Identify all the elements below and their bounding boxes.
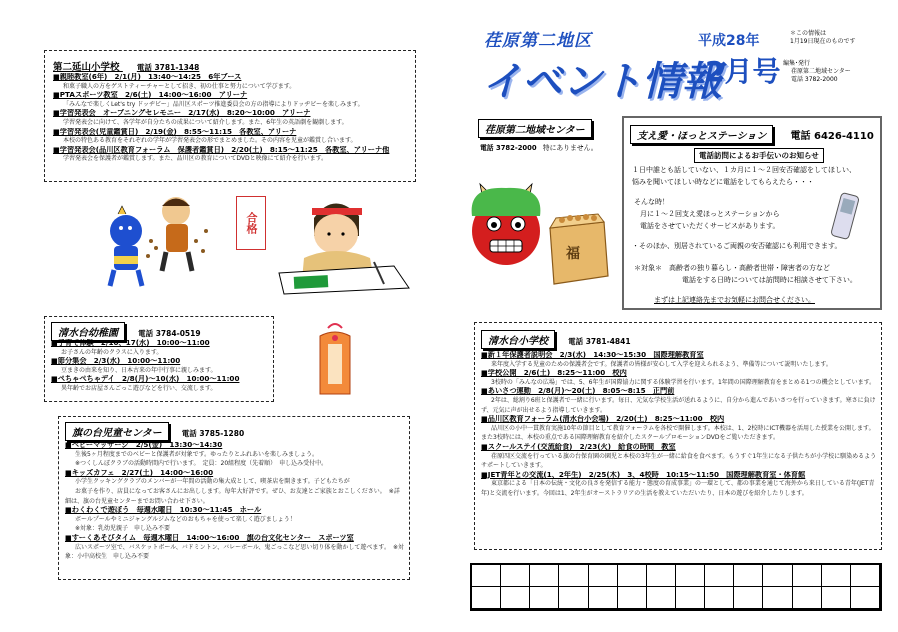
grid-cell xyxy=(851,565,880,587)
center-name: 荏原第二地域センター xyxy=(478,119,592,138)
nursery-header xyxy=(51,321,201,341)
event-description: お子さんの年齢のクラスに入ります。 xyxy=(61,348,163,356)
school1-entries xyxy=(53,73,408,164)
grid-cell xyxy=(647,565,676,587)
event-title: ■新１年保護者説明会 2/3(水) 14:30～15:30 国際理解教育室 xyxy=(481,351,704,359)
children-center-box xyxy=(58,416,410,580)
goukaku-sign: 合格 xyxy=(236,196,266,250)
title-area-label: 荏原第二地区 xyxy=(484,31,592,51)
grid-cell xyxy=(559,587,588,609)
event-description: 学習発表会に向けて、各学年が自分たちの成果について紹介します。また、6年生の英語劇を観劇します。 xyxy=(63,118,348,126)
event-title: ■子育て体験 2/10、17(水) 10:00～11:00 xyxy=(51,339,210,347)
station-line2: 悩みを聞いてほしい時などに電話をしてもらえたら・・・ xyxy=(632,178,814,186)
school2-name: 清水台小学校 xyxy=(481,330,555,349)
station-line8: 電話をする日時については訪問時に相談させて下さい。 xyxy=(682,276,857,284)
grid-cell xyxy=(734,587,763,609)
event-title: ■あいさつ運動 2/8(月)～20(土) 8:05～8:15 正門前 xyxy=(481,387,675,396)
event-description: 本校の特色ある教育をそれぞれの学年が学習発表会の形でまとめました。その内容を児童が鑑賞し合います。 xyxy=(63,137,357,145)
event-description: 豆まきの由来を知り、日本古来の年中行事に親しみます。 xyxy=(61,366,217,374)
grid-cell xyxy=(851,587,880,609)
event-title: ■親睦教室(6年) 2/1(月) 13:40～14:25 6年ブース xyxy=(53,73,242,81)
school1-tel: 電話 3781-1348 xyxy=(136,63,200,72)
grid-cell xyxy=(647,587,676,609)
grid-cell xyxy=(793,565,822,587)
station-line6: ・そのほか、別居されているご両親の安否確認にも利用できます。 xyxy=(632,242,842,250)
nursery-entries xyxy=(51,339,271,394)
mobile-phone-icon xyxy=(828,188,862,244)
event-title: ■ぺちゃぺちゃデイ 2/8(月)～10(水) 10:00～11:00 xyxy=(51,375,240,384)
school1-name: 第二延山小学校 xyxy=(53,62,120,73)
event-description: 2年は、総割り6班と保護者で一緒に行います。毎日、元気な学校生活が送れるように、自分から進んであいさつを行っていきます。寒さに負けず、元気に声が出せるよう指導していきます。 xyxy=(481,396,876,414)
grid-cell xyxy=(530,587,559,609)
student-studying-illustration xyxy=(274,188,414,298)
grid-cell xyxy=(559,565,588,587)
event-description: 3校時の「みんなの広場」では、5、6年生が国際協力に関する体験学習を行います。1年間の国際理解教育をまとめる1つの機会としています。 xyxy=(491,378,876,386)
event-title: ■PTAスポーツ教室 2/6(土) 14:00～16:00 アリーナ xyxy=(53,91,248,100)
center-tel: 電話 3782-2000 xyxy=(480,144,537,152)
event-description: ※対象：乳幼児親子 申し込み不要 xyxy=(75,525,171,533)
title-year: 平成28年 xyxy=(698,33,760,49)
nursery-box xyxy=(44,316,274,402)
station-line3: そんな時！ xyxy=(634,198,669,206)
station-line5: 電話をさせていただくサービスがあります。 xyxy=(640,222,780,230)
event-title: ■キッズカフェ 2/27(土) 14:00～16:00 xyxy=(65,468,214,477)
grid-cell xyxy=(705,587,734,609)
nursery-name: 清水台幼稚園 xyxy=(51,322,125,341)
grid-cell xyxy=(472,565,501,587)
grid-cell xyxy=(763,565,792,587)
children-tel: 電話 3785-1280 xyxy=(181,429,245,438)
event-description: 学習発表会を保護者が鑑賞します。また、品川区の教育についてDVDと映像にて紹介を行います。 xyxy=(63,155,328,163)
nursery-tel: 電話 3784-0519 xyxy=(138,329,201,338)
children-name: 旗の台児童センター xyxy=(65,422,169,441)
event-title: ■学習発表会(児童鑑賞日) 2/19(金) 8:55～11:15 各教室、アリーナ xyxy=(53,127,297,136)
grid-cell xyxy=(705,565,734,587)
school2-tel: 電話 3781-4841 xyxy=(568,337,631,346)
event-title: ■スクールステイ(交流給食) 2/23(火) 給食の時間 教室 xyxy=(481,442,676,451)
center-box xyxy=(474,116,616,166)
school2-box xyxy=(474,322,882,550)
grid-cell xyxy=(676,565,705,587)
event-description: 和菓子職人の方をゲストティーチャーとして招き、初の仕事と努力について学びます。 xyxy=(63,82,296,90)
title-publisher: 編集･発行 荏原第二地域センター 電話 3782-2000 xyxy=(783,60,851,83)
grid-cell xyxy=(734,565,763,587)
station-line4: 月に１～２回支え愛ほっとステーションから xyxy=(640,210,780,218)
event-title: ■ベビーマッサージ 2/5(金) 13:30～14:30 xyxy=(65,441,223,449)
center-info xyxy=(480,142,598,152)
grid-cell xyxy=(763,587,792,609)
grid-cell xyxy=(501,587,530,609)
event-description: 品川区の小中一貫教育実施10年の節目として教育フォーラムを各校で開催します。本校は、1、2校時にICT機器を活用した授業を公開します。また3校時には、本校の重点である国際理解教育を紹介したスクールプロモーションDVDをご覧いただきます。 xyxy=(481,424,875,442)
station-line1: １日中誰とも話していない、１カ月に１～２回安否確認をしてほしい、 xyxy=(632,166,856,174)
event-description: 来年度入学する児童のための保護者会です。保護者の皆様が安心して入学を迎えられるよう、準備等について説明いたします。 xyxy=(491,360,832,368)
grid-cell xyxy=(472,587,501,609)
station-line9: まずは上記連絡先までお気軽にお問合せください。 xyxy=(654,296,815,304)
event-title: ■JET青年との交流(1、2年生) 2/25(木) 3、4校時 10:15～11:50 国際理解教育室・体育館 xyxy=(481,470,806,479)
svg-text:福: 福 xyxy=(566,246,580,262)
event-description: 「みんなで楽しくLet's try ドッヂビー」品川区スポーツ推進委員会の方の指導によりドッヂビーを楽しみます。 xyxy=(63,100,364,108)
event-title: ■学習発表会 オープニングセレモニー 2/17(水) 8:20～10:00 アリーナ xyxy=(53,109,311,118)
grid-cell xyxy=(501,565,530,587)
event-title: ■節分集会 2/3(水) 10:00～11:00 xyxy=(51,357,181,366)
event-title: ■品川区教育フォーラム(清水台小会場) 2/20(土) 8:25～11:00 校内 xyxy=(481,415,725,424)
children-entries xyxy=(65,441,405,562)
school2-header xyxy=(481,329,631,349)
oni-children-illustration xyxy=(96,186,221,296)
title-main: イベント情報 xyxy=(482,59,722,105)
event-title: ■学習発表会(品川区教育フォーラム 保護者鑑賞日) 2/20(土) 8:15～11:25 各教室、アリーナ他 xyxy=(53,145,390,154)
grid-cell xyxy=(822,565,851,587)
grid-cell xyxy=(589,565,618,587)
event-title: ■学校公開 2/6(土) 8:25～11:00 校内 xyxy=(481,369,627,378)
grid-cell xyxy=(676,587,705,609)
station-box xyxy=(622,116,882,310)
omamori-charm-illustration xyxy=(308,322,363,402)
grid-cell xyxy=(618,565,647,587)
grid-cell xyxy=(530,565,559,587)
station-line7: ＊対象＊ 高齢者の独り暮らし・高齢者世帯・障害者の方など xyxy=(634,264,830,272)
children-header xyxy=(65,421,244,441)
event-description: 小学生クッキングクラブのメンバーが一年間の活動の集大成として、喫茶店を開きます。子どもたちが xyxy=(75,478,350,486)
event-description: 異年齢でお店屋さんごっこ遊びなどを行い、交流します。 xyxy=(61,384,217,392)
event-description: 広いスポーツ室で、バスケットボール、バドミントン、バレーボール、鬼ごっこなど思い切り体を動かして遊べます。 ※対象：小中高校生 申し込み不要 xyxy=(65,543,404,561)
event-description: 荏原四区交流を行っている旗の台保育園の園児と本校の3年生が一緒に給食を食べます。もうすぐ1年生になる子供たちが小学校に馴染めるようサポートしていきます。 xyxy=(481,452,877,470)
title-month: 2月号 xyxy=(705,55,781,88)
station-name: 支え愛・ほっとステーション xyxy=(630,125,773,144)
station-subtitle: 電話訪問によるお手伝いのお知らせ xyxy=(694,148,824,163)
event-description: ボールプールやミニジャングルジムなどのおもちゃを使って楽しく遊びましょう！ xyxy=(75,515,296,523)
center-header xyxy=(478,118,592,138)
center-info-text: 特にありません。 xyxy=(542,144,598,152)
event-description: ※つくしんぼクラブの活動時間内で行います。 定員：20組程度（先着順） 申し込み受付中。 xyxy=(75,460,328,468)
station-tel: 電話 6426-4110 xyxy=(790,131,874,142)
event-description: 東京都による「日本の伝統・文化の良さを発信する能力・態度の育成事業」の一環として、都の事業を通じて海外から来日している青年(JET青年)と交流を行います。今回は1、2年生がオーストラリアの生活を教えていただいたり、日本の遊びを紹介したりします。 xyxy=(481,480,875,497)
event-description: 生後5ヶ月程度までのベビーと保護者が対象です。ゆったりとふれあいを楽しみましょう。 xyxy=(75,450,319,458)
calendar-grid xyxy=(470,563,882,611)
grid-cell xyxy=(793,587,822,609)
event-title: ■すーくあそびタイム 毎週木曜日 14:00～16:00 旗の台文化センター スポーツ室 xyxy=(65,533,354,542)
school2-entries xyxy=(481,351,877,499)
event-title: ■わくわくで遊ぼう 毎週水曜日 10:30～11:45 ホール xyxy=(65,506,262,515)
title-note: ＊この情報は 1月19日現在のものです xyxy=(790,30,856,45)
grid-cell xyxy=(589,587,618,609)
setsubun-oni-illustration xyxy=(466,176,616,296)
event-description: お菓子を作り、店員になってお客さんにお出しします。毎年大好評です。ぜひ、お友達とご家族とおこしください。 ※詳細は、旗の台児童センターまでお問い合わせ下さい。 xyxy=(65,487,400,505)
school1-box xyxy=(44,50,416,182)
grid-cell xyxy=(822,587,851,609)
grid-cell xyxy=(618,587,647,609)
station-header xyxy=(630,124,874,144)
school1-header xyxy=(53,59,199,73)
